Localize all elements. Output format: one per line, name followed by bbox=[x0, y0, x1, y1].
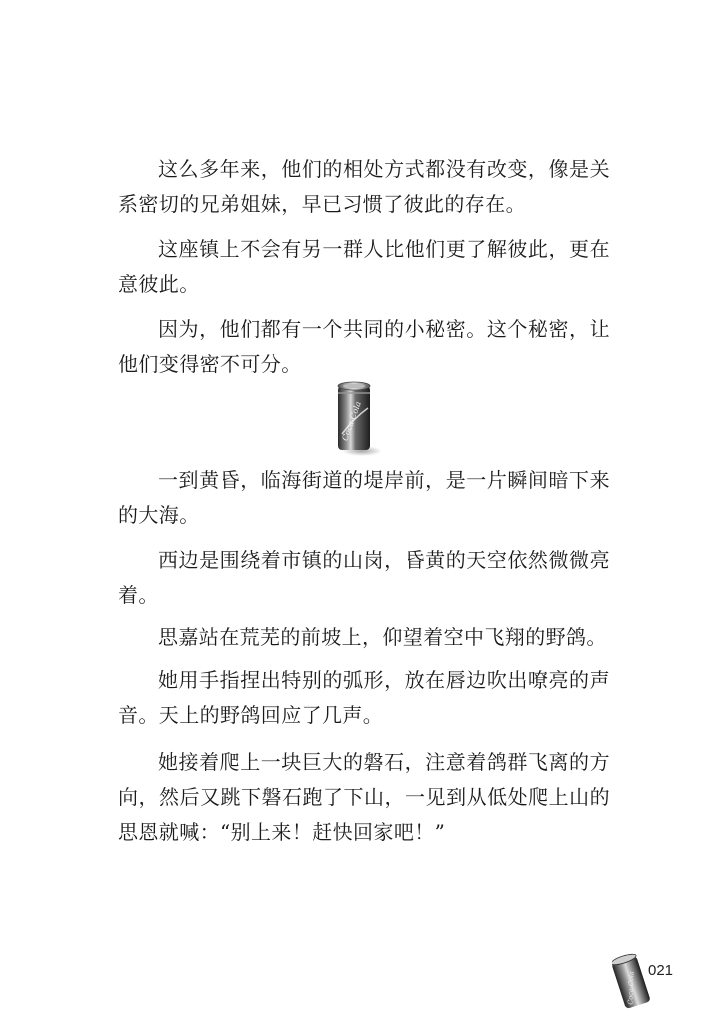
paragraph-4: 一到黄昏，临海街道的堤岸前，是一片瞬间暗下来的大海。 bbox=[118, 468, 610, 527]
paragraph-2: 这座镇上不会有另一群人比他们更了解彼此，更在意彼此。 bbox=[118, 237, 610, 296]
soda-can-icon bbox=[328, 378, 380, 458]
page-number: 021 bbox=[648, 962, 674, 979]
paragraph-5: 西边是围绕着市镇的山岗，昏黄的天空依然微微亮着。 bbox=[118, 548, 610, 607]
paragraph-1: 这么多年来，他们的相处方式都没有改变，像是关系密切的兄弟姐妹，早已习惯了彼此的存在。 bbox=[118, 157, 610, 216]
soda-can-icon bbox=[612, 952, 656, 1012]
corner-can-logo-text: Coca-Cola bbox=[626, 971, 636, 1005]
paragraph-6: 思嘉站在荒芜的前坡上，仰望着空中飞翔的野鸽。 bbox=[158, 625, 607, 649]
paragraph-7: 她用手指捏出特别的弧形，放在唇边吹出嘹亮的声音。天上的野鸽回应了几声。 bbox=[118, 668, 610, 727]
page-corner-can bbox=[612, 952, 682, 1012]
paragraph-8: 她接着爬上一块巨大的磐石，注意着鸽群飞离的方向，然后又跳下磐石跑了下山，一见到从低处爬上山的思恩就喊：“别上来！赶快回家吧！” bbox=[118, 750, 610, 844]
can-logo-text: Coca-Cola bbox=[340, 400, 363, 443]
paragraph-3: 因为，他们都有一个共同的小秘密。这个秘密，让他们变得密不可分。 bbox=[118, 317, 610, 376]
soda-can-illustration bbox=[328, 378, 380, 458]
